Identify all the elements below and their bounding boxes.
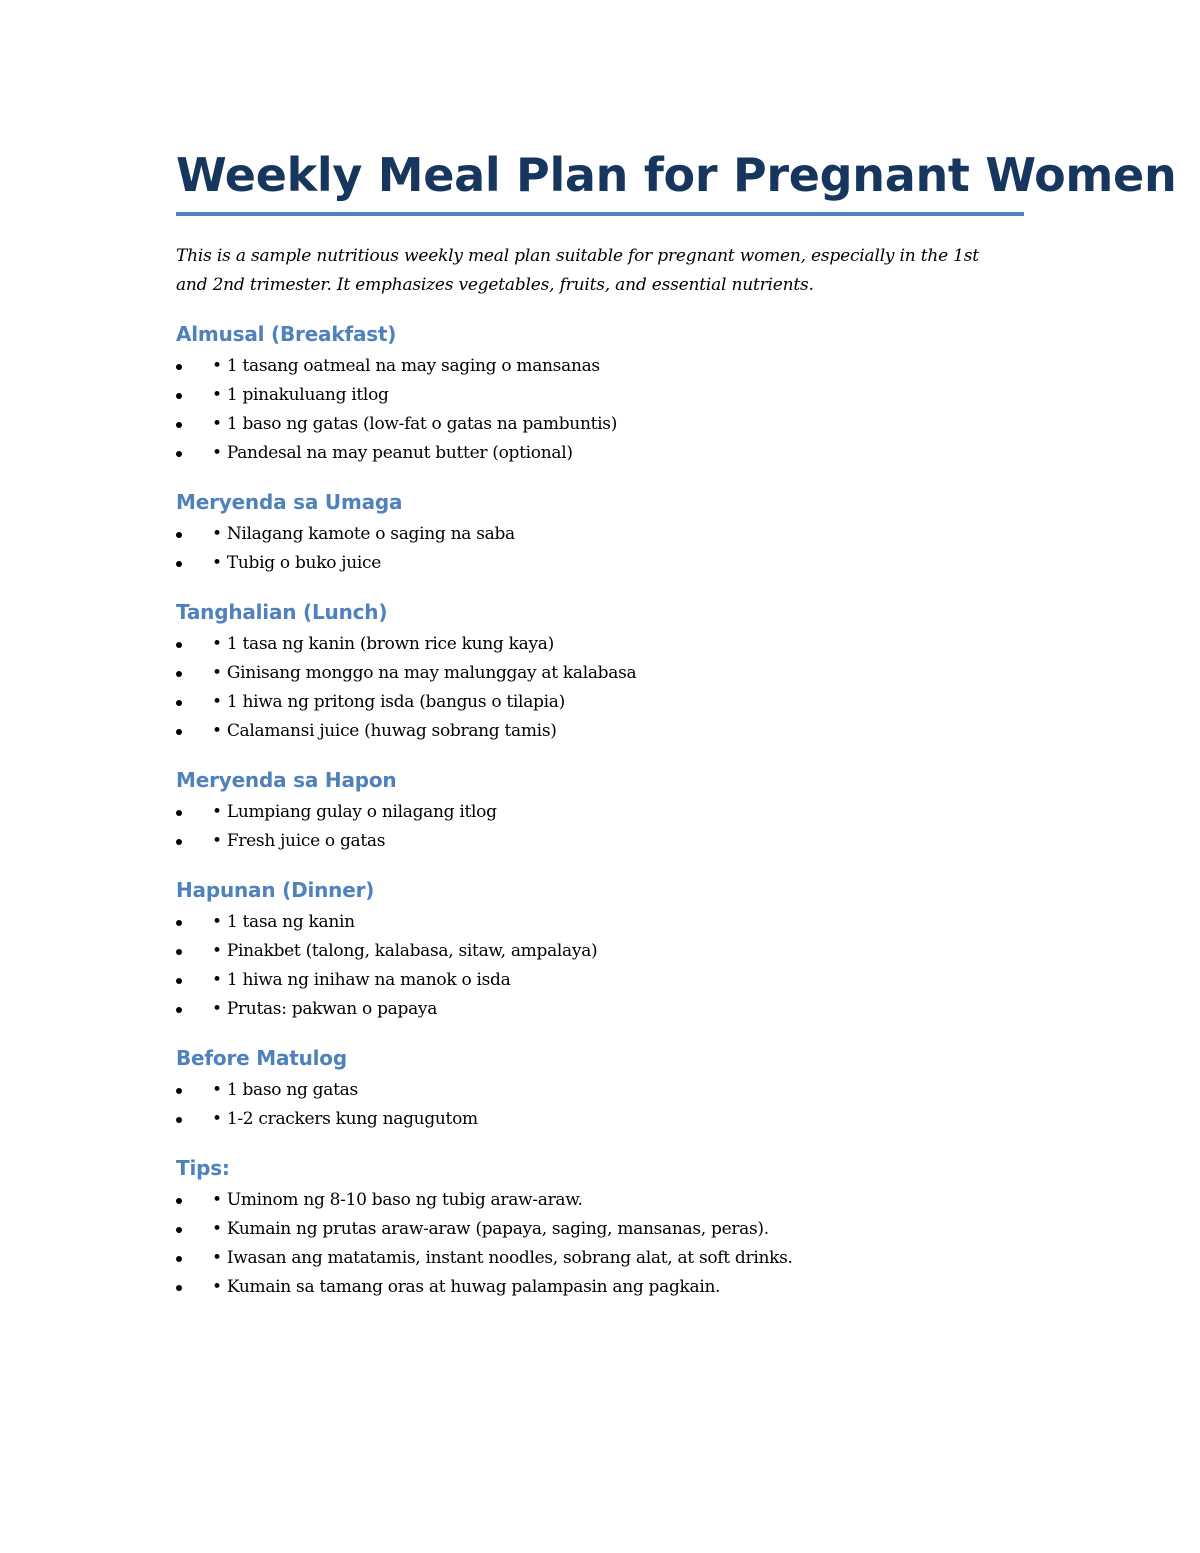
meal-sections xyxy=(176,320,1024,1302)
list-item xyxy=(176,1186,1024,1215)
bullet-icon xyxy=(176,451,182,457)
title-underline-rule xyxy=(176,212,1024,216)
list-item-text: • 1 baso ng gatas xyxy=(212,1080,358,1100)
list-item-text: • Iwasan ang matatamis, instant noodles, sobrang alat, at soft drinks. xyxy=(212,1248,793,1268)
section-list-tips xyxy=(176,1186,1024,1302)
intro-paragraph xyxy=(176,242,1024,300)
intro-line-1: This is a sample nutritious weekly meal plan suitable for pregnant women, especially in the 1st xyxy=(176,246,979,266)
list-item-text: • Pandesal na may peanut butter (optional) xyxy=(212,443,573,463)
bullet-icon xyxy=(176,1256,182,1262)
bullet-icon xyxy=(176,810,182,816)
bullet-icon xyxy=(176,1007,182,1013)
list-item xyxy=(176,966,1024,995)
list-item xyxy=(176,410,1024,439)
list-item-text: • Ginisang monggo na may malunggay at kalabasa xyxy=(212,663,637,683)
bullet-icon xyxy=(176,1285,182,1291)
bullet-icon xyxy=(176,978,182,984)
list-item-text: • 1 tasa ng kanin xyxy=(212,912,355,932)
bullet-icon xyxy=(176,1198,182,1204)
section-list-almusal-breakfast xyxy=(176,352,1024,468)
bullet-icon xyxy=(176,671,182,677)
bullet-icon xyxy=(176,729,182,735)
list-item xyxy=(176,937,1024,966)
list-item-text: • Kumain sa tamang oras at huwag palampasin ang pagkain. xyxy=(212,1277,721,1297)
section-list-meryenda-sa-umaga xyxy=(176,520,1024,578)
bullet-icon xyxy=(176,839,182,845)
list-item xyxy=(176,549,1024,578)
list-item-text: • 1-2 crackers kung nagugutom xyxy=(212,1109,478,1129)
bullet-icon xyxy=(176,642,182,648)
list-item xyxy=(176,1273,1024,1302)
section-heading-before-matulog: Before Matulog xyxy=(176,1046,347,1070)
list-item-text: • Pinakbet (talong, kalabasa, sitaw, ampalaya) xyxy=(212,941,598,961)
list-item xyxy=(176,1105,1024,1134)
document-content xyxy=(176,140,1177,1302)
section-list-before-matulog xyxy=(176,1076,1024,1134)
section-heading-tanghalian-lunch: Tanghalian (Lunch) xyxy=(176,600,388,624)
list-item xyxy=(176,439,1024,468)
list-item-text: • 1 tasang oatmeal na may saging o mansanas xyxy=(212,356,600,376)
list-item-text: • Fresh juice o gatas xyxy=(212,831,386,851)
list-item-text: • 1 baso ng gatas (low-fat o gatas na pambuntis) xyxy=(212,414,618,434)
list-item-text: • 1 hiwa ng inihaw na manok o isda xyxy=(212,970,511,990)
list-item xyxy=(176,381,1024,410)
section-heading-hapunan-dinner: Hapunan (Dinner) xyxy=(176,878,375,902)
section-list-hapunan-dinner xyxy=(176,908,1024,1024)
list-item-text: • 1 hiwa ng pritong isda (bangus o tilapia) xyxy=(212,692,565,712)
list-item xyxy=(176,352,1024,381)
list-item xyxy=(176,1076,1024,1105)
bullet-icon xyxy=(176,920,182,926)
bullet-icon xyxy=(176,949,182,955)
list-item xyxy=(176,827,1024,856)
list-item-text: • Tubig o buko juice xyxy=(212,553,381,573)
list-item xyxy=(176,688,1024,717)
list-item xyxy=(176,520,1024,549)
list-item-text: • Prutas: pakwan o papaya xyxy=(212,999,438,1019)
list-item-text: • Kumain ng prutas araw-araw (papaya, saging, mansanas, peras). xyxy=(212,1219,769,1239)
list-item-text: • 1 pinakuluang itlog xyxy=(212,385,389,405)
bullet-icon xyxy=(176,364,182,370)
list-item xyxy=(176,630,1024,659)
bullet-icon xyxy=(176,1088,182,1094)
section-heading-almusal-breakfast: Almusal (Breakfast) xyxy=(176,322,397,346)
list-item xyxy=(176,798,1024,827)
list-item xyxy=(176,1244,1024,1273)
document-title: Weekly Meal Plan for Pregnant Women xyxy=(176,148,1177,202)
list-item xyxy=(176,995,1024,1024)
bullet-icon xyxy=(176,700,182,706)
intro-line-2: and 2nd trimester. It emphasizes vegetables, fruits, and essential nutrients. xyxy=(176,275,814,295)
section-heading-meryenda-sa-umaga: Meryenda sa Umaga xyxy=(176,490,403,514)
bullet-icon xyxy=(176,532,182,538)
list-item xyxy=(176,717,1024,746)
section-heading-meryenda-sa-hapon: Meryenda sa Hapon xyxy=(176,768,397,792)
list-item xyxy=(176,908,1024,937)
list-item-text: • Nilagang kamote o saging na saba xyxy=(212,524,515,544)
bullet-icon xyxy=(176,422,182,428)
bullet-icon xyxy=(176,393,182,399)
section-heading-tips: Tips: xyxy=(176,1156,230,1180)
section-list-tanghalian-lunch xyxy=(176,630,1024,746)
list-item xyxy=(176,1215,1024,1244)
list-item-text: • 1 tasa ng kanin (brown rice kung kaya) xyxy=(212,634,554,654)
list-item xyxy=(176,659,1024,688)
section-list-meryenda-sa-hapon xyxy=(176,798,1024,856)
list-item-text: • Calamansi juice (huwag sobrang tamis) xyxy=(212,721,557,741)
list-item-text: • Lumpiang gulay o nilagang itlog xyxy=(212,802,497,822)
bullet-icon xyxy=(176,561,182,567)
list-item-text: • Uminom ng 8-10 baso ng tubig araw-araw. xyxy=(212,1190,583,1210)
bullet-icon xyxy=(176,1117,182,1123)
bullet-icon xyxy=(176,1227,182,1233)
